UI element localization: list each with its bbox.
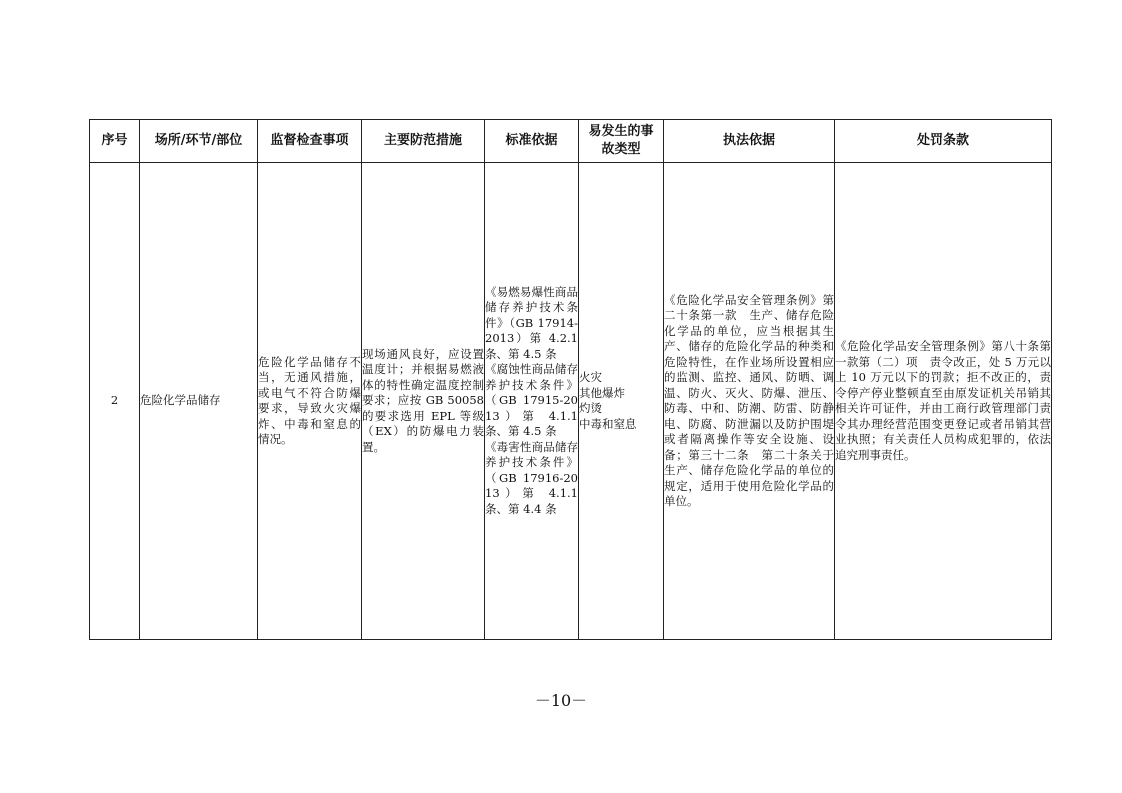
cell-place: 危险化学品储存	[140, 163, 258, 640]
accident-type: 中毒和窒息	[579, 416, 637, 431]
header-accident	[579, 120, 664, 163]
cell-measures: 现场通风良好，应设置温度计；并根据易燃液体的特性确定温度控制要求；应按 GB 50058 的要求选用 EPL 等级（EX）的防爆电力装置。	[362, 163, 485, 640]
header-penalty: 处罚条款	[835, 120, 1052, 163]
accident-type: 火灾	[579, 370, 602, 384]
cell-accident	[579, 163, 664, 640]
standard-item: 《易燃易爆性商品储存养护技术条件》（GB 17914-2013）第 4.2.1 条、第 4.5 条	[485, 284, 578, 361]
header-seq: 序号	[90, 120, 140, 163]
header-law: 执法依据	[664, 120, 835, 163]
inspection-table	[89, 119, 1052, 640]
cell-inspection: 危险化学品储存不当，无通风措施，或电气不符合防爆要求，导致火灾爆炸、中毒和窒息的情况。	[258, 163, 362, 640]
header-measures: 主要防范措施	[362, 120, 485, 163]
accident-type: 其他爆炸	[579, 385, 625, 400]
table-header-row	[90, 120, 1052, 163]
header-place: 场所/环节/部位	[140, 120, 258, 163]
cell-seq: 2	[90, 163, 140, 640]
header-accident-label: 易发生的事故类型	[588, 124, 654, 157]
accident-type: 灼烫	[579, 401, 602, 415]
standard-item: 《毒害性商品储存养护技术条件》（GB 17916-2013）第 4.1.1 条、第 4.4 条	[485, 439, 578, 516]
cell-penalty: 《危险化学品安全管理条例》第八十条第一款第（二）项 责令改正，处 5 万元以上 10 万元以下的罚款；拒不改正的，责令停产停业整顿直至由原发证机关吊销其相关许可证件，并由工商行政管理部门责令其办理经营范围变更登记或者吊销其营业执照；有关责任人员构成犯罪的，依法追究刑事责任。	[835, 163, 1052, 640]
table-row	[90, 163, 1052, 640]
page-number: －10－	[534, 691, 588, 710]
cell-law: 《危险化学品安全管理条例》第二十条第一款 生产、储存危险化学品的单位，应当根据其生产、储存的危险化学品的种类和危险特性，在作业场所设置相应的监测、监控、通风、防晒、调温、防火、灭火、防爆、泄压、防毒、中和、防潮、防雷、防静电、防腐、防泄漏以及防护围堤或者隔离操作等安全设施、设备；第三十二条 第二十条关于生产、储存危险化学品的单位的规定，适用于使用危险化学品的单位。	[664, 163, 835, 640]
header-inspection: 监督检查事项	[258, 120, 362, 163]
standard-item: 《腐蚀性商品储存养护技术条件》（GB 17915-2013）第 4.1.1 条、第 4.5 条	[485, 362, 578, 439]
header-standard: 标准依据	[485, 120, 579, 163]
cell-standard	[485, 163, 579, 640]
